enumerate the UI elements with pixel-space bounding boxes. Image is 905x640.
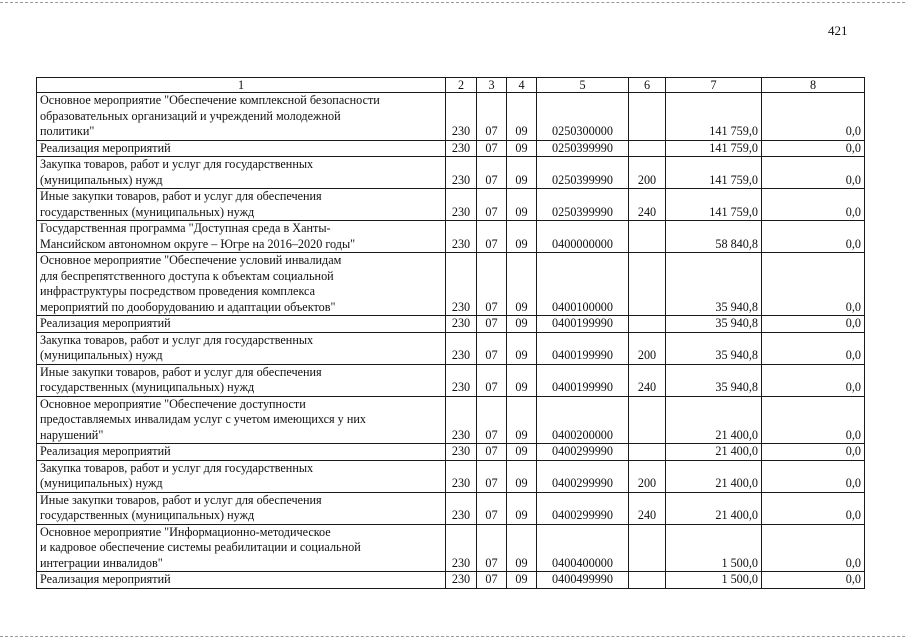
table-row: [37, 396, 865, 444]
target-article-code: 0400199990: [537, 316, 629, 333]
table-row: [37, 221, 865, 253]
subsection-code: 09: [507, 316, 537, 333]
subsection-code: 09: [507, 524, 537, 572]
description-line: Основное мероприятие "Информационно-методическое: [40, 524, 331, 539]
expense-type-code: [629, 253, 666, 316]
section-code: 07: [477, 492, 507, 524]
table-row: [37, 189, 865, 221]
row-description: [37, 364, 446, 396]
bottom-scan-edge: [0, 636, 905, 637]
expense-type-code: [629, 221, 666, 253]
section-code: 07: [477, 93, 507, 141]
description-line: Закупка товаров, работ и услуг для государственных: [40, 157, 314, 171]
execution-value: 0,0: [762, 524, 865, 572]
description-line: Основное мероприятие "Обеспечение комплексной безопасности: [40, 93, 380, 107]
chapter-code: 230: [446, 396, 477, 444]
description-line: государственных (муниципальных) нужд: [40, 380, 255, 394]
chapter-code: 230: [446, 140, 477, 157]
column-header: 4: [507, 78, 537, 93]
column-header: 2: [446, 78, 477, 93]
row-description: [37, 316, 446, 333]
header-row: [37, 78, 865, 93]
amount-value: 35 940,8: [666, 253, 762, 316]
description-line: Мансийском автономном округе – Югре на 2016–2020 годы": [40, 236, 356, 251]
description-line: Реализация мероприятий: [40, 316, 171, 330]
section-code: 07: [477, 444, 507, 461]
row-description: [37, 221, 446, 253]
chapter-code: 230: [446, 492, 477, 524]
chapter-code: 230: [446, 524, 477, 572]
description-line: Основное мероприятие "Обеспечение доступности: [40, 396, 306, 411]
expense-type-code: [629, 93, 666, 141]
row-description: [37, 396, 446, 444]
description-line: Иные закупки товаров, работ и услуг для обеспечения: [40, 189, 322, 203]
description-line: Иные закупки товаров, работ и услуг для обеспечения: [40, 492, 322, 507]
row-description: [37, 140, 446, 157]
execution-value: 0,0: [762, 157, 865, 189]
top-scan-edge: [0, 2, 905, 3]
description-line: Основное мероприятие "Обеспечение условий инвалидам: [40, 253, 342, 267]
subsection-code: 09: [507, 572, 537, 589]
page-number: 421: [828, 23, 848, 38]
chapter-code: 230: [446, 253, 477, 316]
column-header: 7: [666, 78, 762, 93]
execution-value: 0,0: [762, 460, 865, 492]
description-line: политики": [40, 124, 95, 138]
chapter-code: 230: [446, 93, 477, 141]
subsection-code: 09: [507, 189, 537, 221]
table-row: [37, 140, 865, 157]
subsection-code: 09: [507, 460, 537, 492]
amount-value: 21 400,0: [666, 460, 762, 492]
table-row: [37, 316, 865, 333]
execution-value: 0,0: [762, 396, 865, 444]
section-code: 07: [477, 316, 507, 333]
amount-value: 141 759,0: [666, 157, 762, 189]
amount-value: 141 759,0: [666, 140, 762, 157]
table-row: [37, 157, 865, 189]
subsection-code: 09: [507, 93, 537, 141]
amount-value: 21 400,0: [666, 396, 762, 444]
row-description: [37, 524, 446, 572]
expense-type-code: 200: [629, 460, 666, 492]
expense-type-code: 240: [629, 189, 666, 221]
section-code: 07: [477, 157, 507, 189]
target-article-code: 0250300000: [537, 93, 629, 141]
description-line: Закупка товаров, работ и услуг для государственных: [40, 332, 314, 347]
row-description: [37, 444, 446, 461]
section-code: 07: [477, 396, 507, 444]
description-line: для беспрепятственного доступа к объектам социальной: [40, 268, 334, 283]
description-line: (муниципальных) нужд: [40, 348, 163, 362]
table-row: [37, 253, 865, 316]
row-description: [37, 189, 446, 221]
amount-value: 1 500,0: [666, 572, 762, 589]
subsection-code: 09: [507, 157, 537, 189]
execution-value: 0,0: [762, 572, 865, 589]
description-line: государственных (муниципальных) нужд: [40, 508, 255, 522]
column-header: 1: [37, 78, 446, 93]
expense-type-code: 240: [629, 492, 666, 524]
section-code: 07: [477, 140, 507, 157]
description-line: Реализация мероприятий: [40, 140, 171, 155]
table-row: [37, 492, 865, 524]
description-line: государственных (муниципальных) нужд: [40, 204, 255, 219]
section-code: 07: [477, 460, 507, 492]
description-line: и кадровое обеспечение системы реабилитации и социальной: [40, 540, 361, 554]
description-line: Закупка товаров, работ и услуг для государственных: [40, 460, 314, 475]
description-line: Государственная программа "Доступная среда в Ханты-: [40, 221, 331, 235]
execution-value: 0,0: [762, 492, 865, 524]
table-row: [37, 332, 865, 364]
execution-value: 0,0: [762, 140, 865, 157]
budget-table: [36, 77, 865, 589]
description-line: Реализация мероприятий: [40, 444, 171, 458]
row-description: [37, 572, 446, 589]
execution-value: 0,0: [762, 253, 865, 316]
description-line: Иные закупки товаров, работ и услуг для обеспечения: [40, 364, 322, 379]
chapter-code: 230: [446, 364, 477, 396]
target-article-code: 0400299990: [537, 492, 629, 524]
column-header: 5: [537, 78, 629, 93]
subsection-code: 09: [507, 221, 537, 253]
subsection-code: 09: [507, 332, 537, 364]
table-row: [37, 444, 865, 461]
expense-type-code: [629, 316, 666, 333]
chapter-code: 230: [446, 332, 477, 364]
table-row: [37, 460, 865, 492]
expense-type-code: 240: [629, 364, 666, 396]
section-code: 07: [477, 189, 507, 221]
amount-value: 1 500,0: [666, 524, 762, 572]
chapter-code: 230: [446, 572, 477, 589]
target-article-code: 0250399990: [537, 189, 629, 221]
chapter-code: 230: [446, 189, 477, 221]
section-code: 07: [477, 572, 507, 589]
target-article-code: 0400199990: [537, 364, 629, 396]
expense-type-code: 200: [629, 332, 666, 364]
subsection-code: 09: [507, 364, 537, 396]
section-code: 07: [477, 524, 507, 572]
chapter-code: 230: [446, 460, 477, 492]
amount-value: 35 940,8: [666, 364, 762, 396]
description-line: нарушений": [40, 427, 104, 442]
target-article-code: 0400400000: [537, 524, 629, 572]
execution-value: 0,0: [762, 93, 865, 141]
target-article-code: 0400200000: [537, 396, 629, 444]
target-article-code: 0400199990: [537, 332, 629, 364]
section-code: 07: [477, 253, 507, 316]
execution-value: 0,0: [762, 221, 865, 253]
execution-value: 0,0: [762, 189, 865, 221]
table-row: [37, 364, 865, 396]
table-row: [37, 93, 865, 141]
chapter-code: 230: [446, 221, 477, 253]
description-line: предоставляемых инвалидам услуг с учетом имеющихся у них: [40, 412, 366, 426]
description-line: интеграции инвалидов": [40, 555, 163, 570]
target-article-code: 0400299990: [537, 460, 629, 492]
amount-value: 21 400,0: [666, 444, 762, 461]
expense-type-code: 200: [629, 157, 666, 189]
column-header: 3: [477, 78, 507, 93]
execution-value: 0,0: [762, 332, 865, 364]
row-description: [37, 460, 446, 492]
chapter-code: 230: [446, 316, 477, 333]
execution-value: 0,0: [762, 444, 865, 461]
chapter-code: 230: [446, 157, 477, 189]
amount-value: 35 940,8: [666, 316, 762, 333]
subsection-code: 09: [507, 140, 537, 157]
description-line: Реализация мероприятий: [40, 572, 171, 586]
expense-type-code: [629, 572, 666, 589]
description-line: инфраструктуры посредством проведения комплекса: [40, 284, 316, 298]
amount-value: 141 759,0: [666, 93, 762, 141]
subsection-code: 09: [507, 444, 537, 461]
execution-value: 0,0: [762, 316, 865, 333]
description-line: образовательных организаций и учреждений молодежной: [40, 108, 341, 123]
row-description: [37, 492, 446, 524]
amount-value: 58 840,8: [666, 221, 762, 253]
section-code: 07: [477, 364, 507, 396]
description-line: (муниципальных) нужд: [40, 172, 163, 187]
subsection-code: 09: [507, 492, 537, 524]
subsection-code: 09: [507, 253, 537, 316]
description-line: (муниципальных) нужд: [40, 476, 163, 490]
subsection-code: 09: [507, 396, 537, 444]
expense-type-code: [629, 140, 666, 157]
section-code: 07: [477, 332, 507, 364]
expense-type-code: [629, 444, 666, 461]
row-description: [37, 253, 446, 316]
execution-value: 0,0: [762, 364, 865, 396]
amount-value: 35 940,8: [666, 332, 762, 364]
column-header: 8: [762, 78, 865, 93]
target-article-code: 0400299990: [537, 444, 629, 461]
column-header: 6: [629, 78, 666, 93]
target-article-code: 0400000000: [537, 221, 629, 253]
table-row: [37, 572, 865, 589]
chapter-code: 230: [446, 444, 477, 461]
description-line: мероприятий по дооборудованию и адаптации объектов": [40, 299, 336, 314]
section-code: 07: [477, 221, 507, 253]
target-article-code: 0400499990: [537, 572, 629, 589]
expense-type-code: [629, 396, 666, 444]
amount-value: 21 400,0: [666, 492, 762, 524]
target-article-code: 0250399990: [537, 140, 629, 157]
row-description: [37, 157, 446, 189]
table-row: [37, 524, 865, 572]
amount-value: 141 759,0: [666, 189, 762, 221]
row-description: [37, 332, 446, 364]
target-article-code: 0250399990: [537, 157, 629, 189]
row-description: [37, 93, 446, 141]
expense-type-code: [629, 524, 666, 572]
target-article-code: 0400100000: [537, 253, 629, 316]
